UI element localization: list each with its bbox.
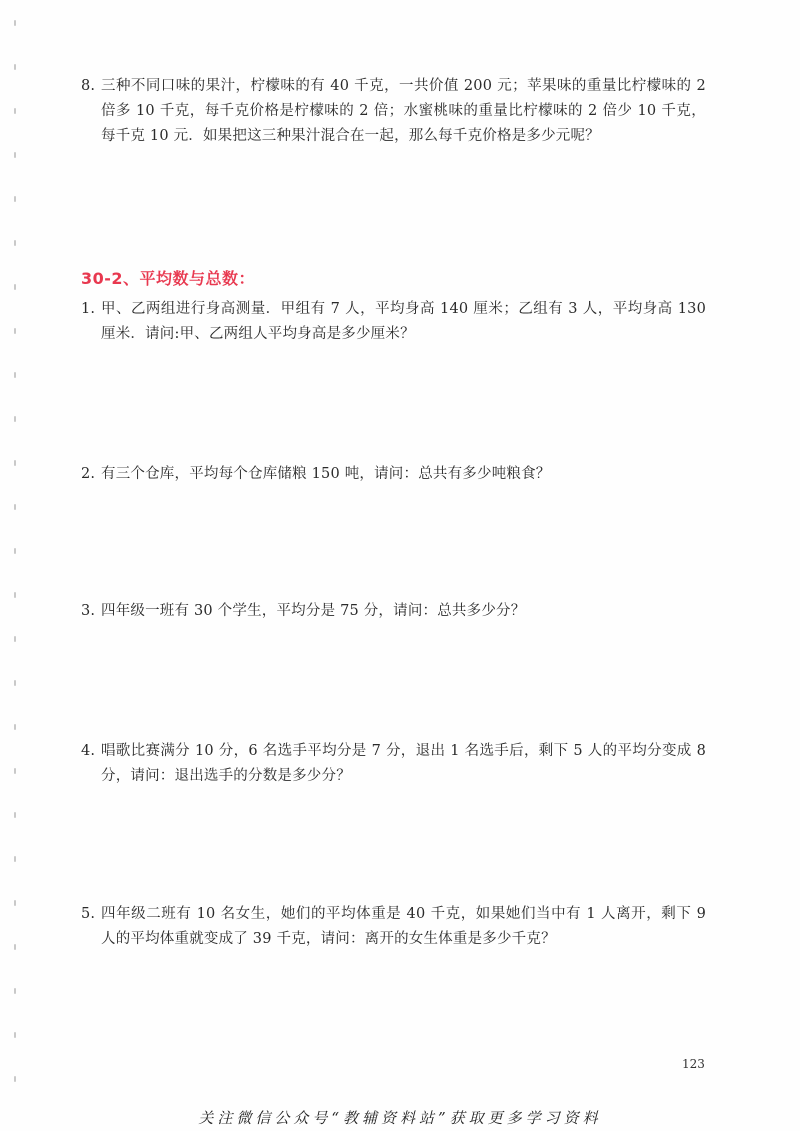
problem-text: 四年级一班有 30 个学生，平均分是 75 分，请问：总共多少分？	[101, 603, 526, 619]
problem-text: 唱歌比赛满分 10 分，6 名选手平均分是 7 分，退出 1 名选手后，剩下 5 人的平均分变成 8 分，请问：退出选手的分数是多少分？	[101, 743, 706, 784]
problem-number: 8.	[81, 78, 96, 94]
page-number: 123	[682, 1057, 705, 1071]
binding-marks	[14, 20, 22, 1110]
problem-text: 四年级二班有 10 名女生，她们的平均体重是 40 千克，如果她们当中有 1 人离开，剩下 9 人的平均体重就变成了 39 千克，请问：离开的女生体重是多少千克？	[101, 906, 706, 947]
problem-number: 5.	[81, 906, 96, 922]
footer-note: 关注微信公众号“教辅资料站”获取更多学习资料	[198, 1109, 602, 1127]
problem-number: 1.	[81, 301, 96, 317]
problem-text: 有三个仓库，平均每个仓库储粮 150 吨，请问：总共有多少吨粮食？	[101, 466, 551, 482]
problem-8	[81, 74, 706, 149]
problem-number: 3.	[81, 603, 96, 619]
problem-text: 三种不同口味的果汁，柠檬味的有 40 千克，一共价值 200 元；苹果味的重量比柠檬味的 2 倍多 10 千克，每千克价格是柠檬味的 2 倍；水蜜桃味的重量比柠檬味的 2 倍少 10 千克，每千克 10 元．如果把这三种果汁混合在一起，那么每千克价格是多少元呢？	[101, 78, 706, 144]
section-title: 30-2、平均数与总数：	[81, 269, 256, 288]
problem-number: 4.	[81, 743, 96, 759]
problem-number: 2.	[81, 466, 96, 482]
problem-text: 甲、乙两组进行身高测量．甲组有 7 人，平均身高 140 厘米；乙组有 3 人，平均身高 130 厘米．请问:甲、乙两组人平均身高是多少厘米？	[101, 301, 706, 342]
problem-4	[81, 739, 706, 789]
problem-5	[81, 902, 706, 952]
problem-2	[81, 462, 706, 487]
problem-3	[81, 599, 706, 624]
problem-1	[81, 297, 706, 347]
